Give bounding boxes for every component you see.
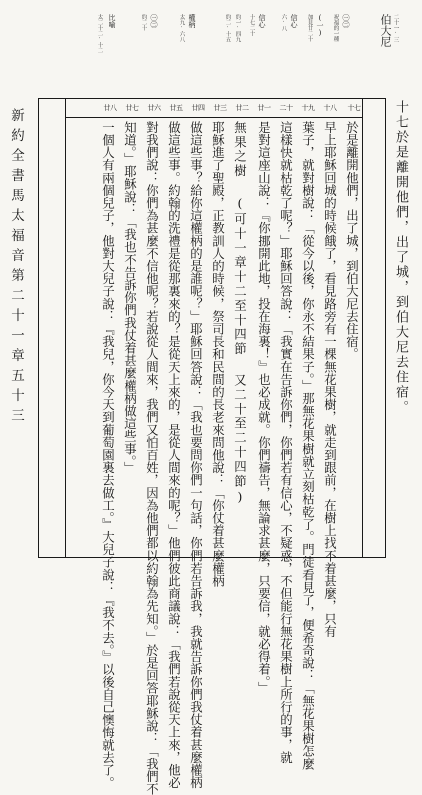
cross-reference-notes (40, 14, 400, 106)
note-5-ref: 十七二十 (248, 14, 255, 36)
text-column: 這樣快就枯乾了呢？」耶穌回答說：「我實在告訴你們，你們若有信心，不疑惑，不但能行無花果樹上所行的事，就 (278, 121, 294, 764)
note-9: ㊀㊁ (150, 14, 158, 28)
chapter-label: 第二十一章 (8, 268, 24, 368)
verse-number: 廿四 (191, 104, 205, 112)
text-column: 是對這座山說：『你挪開此地，投在海裏！』也必成就。你們禱告，無論求甚麼，只要信，就必得着。」 (256, 121, 272, 695)
note-9-ref: 約二十 (140, 14, 147, 31)
text-column: 於是離開他們，出了城，到伯大尼去住宿。 (344, 121, 360, 361)
note-5: 信心 (258, 14, 266, 28)
book-name: 馬太福音 (8, 188, 24, 268)
verse-number: 廿二 (235, 104, 249, 112)
text-column: 對我們說：你們為甚麼不信他呢？若說從人間來，我們又怕百姓，因為他們都以約翰為先知。」於是回答耶穌說：「我們不 (144, 121, 160, 795)
note-1: 伯大尼 (379, 14, 392, 47)
verse-number: 十九 (301, 104, 315, 112)
verse-heading-caption (391, 100, 410, 415)
verse-number: 廿七 (125, 104, 139, 112)
verse-number: 廿一 (257, 104, 271, 112)
note-3: (一) (316, 14, 324, 37)
note-6: 約一·四九 (234, 14, 241, 42)
verse-number: 廿八 (103, 104, 117, 112)
note-10: 比喻 (108, 14, 116, 28)
verse-heading-number: 十七 (393, 100, 408, 130)
section-heading: 無果之樹 (可十一章十二至十四節 又二十至二十四節) (232, 121, 248, 506)
verse-number: 二十 (279, 104, 293, 112)
book-title: 新約全書 (8, 108, 24, 188)
page-number: 五十三 (8, 368, 24, 428)
note-8-ref: 太九·六八 (178, 14, 185, 42)
verse-number: 十八 (323, 104, 337, 112)
book-title-caption (6, 108, 26, 428)
note-8: 權柄 (188, 14, 196, 28)
note-10-ref: 太二十二·十二 (96, 14, 103, 53)
note-2: ㊀㊁ (342, 14, 350, 28)
verse-number: 廿六 (147, 104, 161, 112)
note-4: 信心 (290, 14, 298, 28)
verse-number: 廿三 (213, 104, 227, 112)
verse-heading-text: 於是離開他們，出了城，到伯大尼去住宿。 (393, 130, 408, 415)
note-3-ref: 加見廿二十 (306, 14, 313, 42)
note-4-ref: 六·八 (280, 14, 287, 31)
note-2-ref: 祝福的一種 (332, 14, 339, 42)
text-column: 知道。」耶穌說：「我也不告訴你們我仗着甚麼權柄做這些事。」 (122, 121, 138, 474)
verse-number: 廿五 (169, 104, 183, 112)
note-7: 約二·十五 (224, 14, 231, 42)
note-1-ref: 二十一·三 (392, 14, 399, 42)
scripture-body (67, 121, 361, 795)
text-column: 一個人有兩個兒子，他對大兒子說：『我兒，你今天到葡萄園裏去做工。』大兒子說：『我不去。』以後自己懊悔就去了。 (100, 121, 116, 789)
verse-number: 十七 (347, 104, 361, 112)
text-column: 做這些事？給你這權柄的是誰呢？」耶穌回答說：「我也要問你們一句話，你們若告訴我，我就告訴你們我仗着甚麼權柄 (188, 121, 204, 789)
main-text-frame (38, 98, 386, 795)
text-column: 耶穌進了聖殿，正教訓人的時候，祭司長和民間的長老來問他說：「你仗着甚麼權柄 (210, 121, 226, 588)
verse-number-row (67, 103, 361, 117)
text-column: 做這些事。約翰的洗禮是從那裏來的？是從天上來的，是從人間來的呢？」他們彼此商議說：「我們若說從天上來，他必 (166, 121, 182, 789)
text-column: 葉子，就對樹說：「從今以後，你永不結果子。」那無花果樹就立刻枯乾了。門徒看見了，便希奇說：「無花果樹怎麼 (300, 121, 316, 770)
text-column: 早上耶穌回城的時候餓了，看見路旁有一棵無花果樹，就走到跟前，在樹上找不着甚麼，只有 (322, 121, 338, 638)
